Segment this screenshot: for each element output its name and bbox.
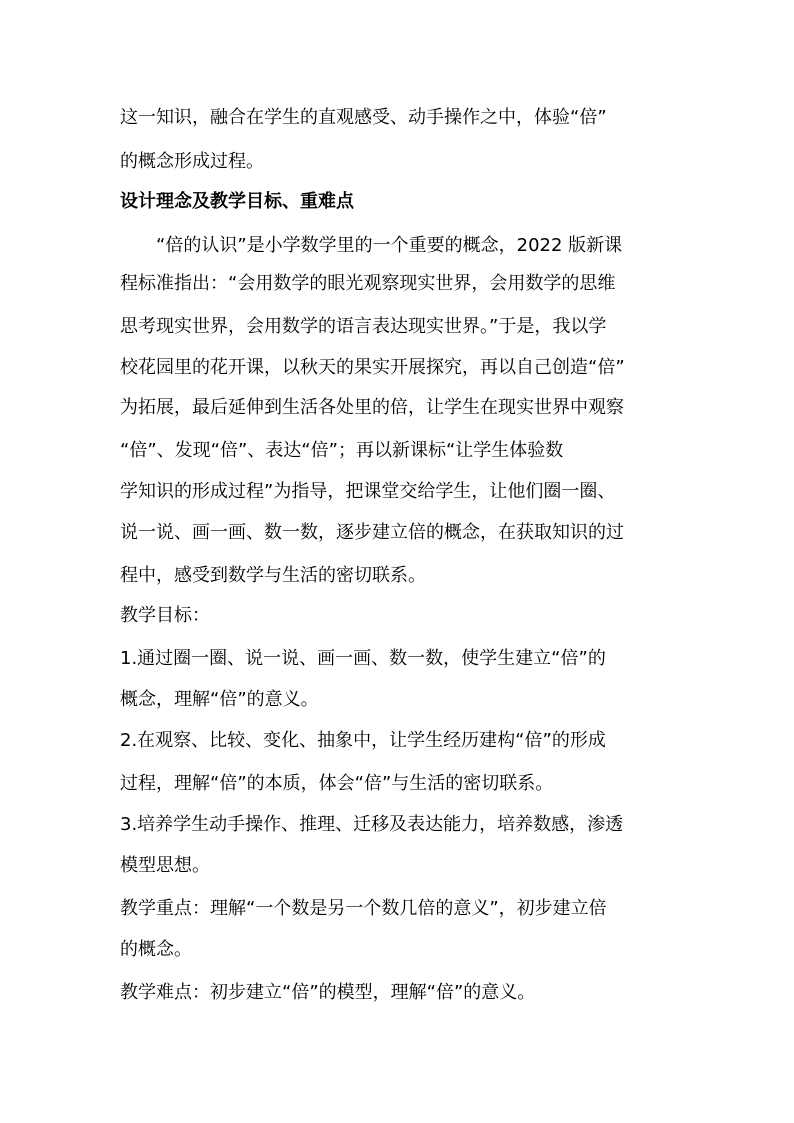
paragraph-line: 程中，感受到数学与生活的密切联系。 bbox=[120, 565, 426, 586]
goal-item-line: 1.通过圈一圈、说一说、画一画、数一数，使学生建立“倍”的 bbox=[120, 648, 606, 669]
difficulty-line: 教学难点：初步建立“倍”的模型，理解“倍”的意义。 bbox=[120, 982, 536, 1003]
goals-label: 教学目标： bbox=[120, 605, 210, 626]
goal-item-line: 概念，理解“倍”的意义。 bbox=[120, 689, 319, 710]
paragraph-line: “倍的认识”是小学数学里的一个重要的概念，2022 版新课 bbox=[120, 235, 623, 256]
paragraph-line: 说一说、画一画、数一数，逐步建立倍的概念，在获取知识的过 bbox=[120, 522, 624, 543]
key-point-line: 的概念。 bbox=[120, 939, 192, 960]
goal-item-line: 2.在观察、比较、变化、抽象中，让学生经历建构“倍”的形成 bbox=[120, 730, 606, 751]
paragraph-line: 的概念形成过程。 bbox=[120, 151, 264, 172]
goal-item-line: 过程，理解“倍”的本质，体会“倍”与生活的密切联系。 bbox=[120, 773, 554, 794]
paragraph-line: 思考现实世界，会用数学的语言表达现实世界。”于是，我以学 bbox=[120, 316, 607, 337]
section-heading: 设计理念及教学目标、重难点 bbox=[120, 191, 354, 212]
goal-item-line: 3.培养学生动手操作、推理、迁移及表达能力，培养数感，渗透 bbox=[120, 814, 624, 835]
paragraph-line: 这一知识，融合在学生的直观感受、动手操作之中，体验“倍” bbox=[120, 107, 607, 128]
paragraph-line: 校花园里的花开课，以秋天的果实开展探究，再以自己创造“倍” bbox=[120, 357, 625, 378]
paragraph-line: “倍”、发现“倍”、表达“倍”；再以新课标“让学生体验数 bbox=[120, 440, 564, 461]
key-point-line: 教学重点：理解“一个数是另一个数几倍的意义”，初步建立倍 bbox=[120, 898, 607, 919]
paragraph-line: 学知识的形成过程”为指导，把课堂交给学生，让他们圈一圈、 bbox=[120, 481, 616, 502]
paragraph-line: 程标准指出：“会用数学的眼光观察现实世界，会用数学的思维 bbox=[120, 273, 616, 294]
paragraph-line: 为拓展，最后延伸到生活各处里的倍，让学生在现实世界中观察 bbox=[120, 397, 624, 418]
goal-item-line: 模型思想。 bbox=[120, 855, 210, 876]
